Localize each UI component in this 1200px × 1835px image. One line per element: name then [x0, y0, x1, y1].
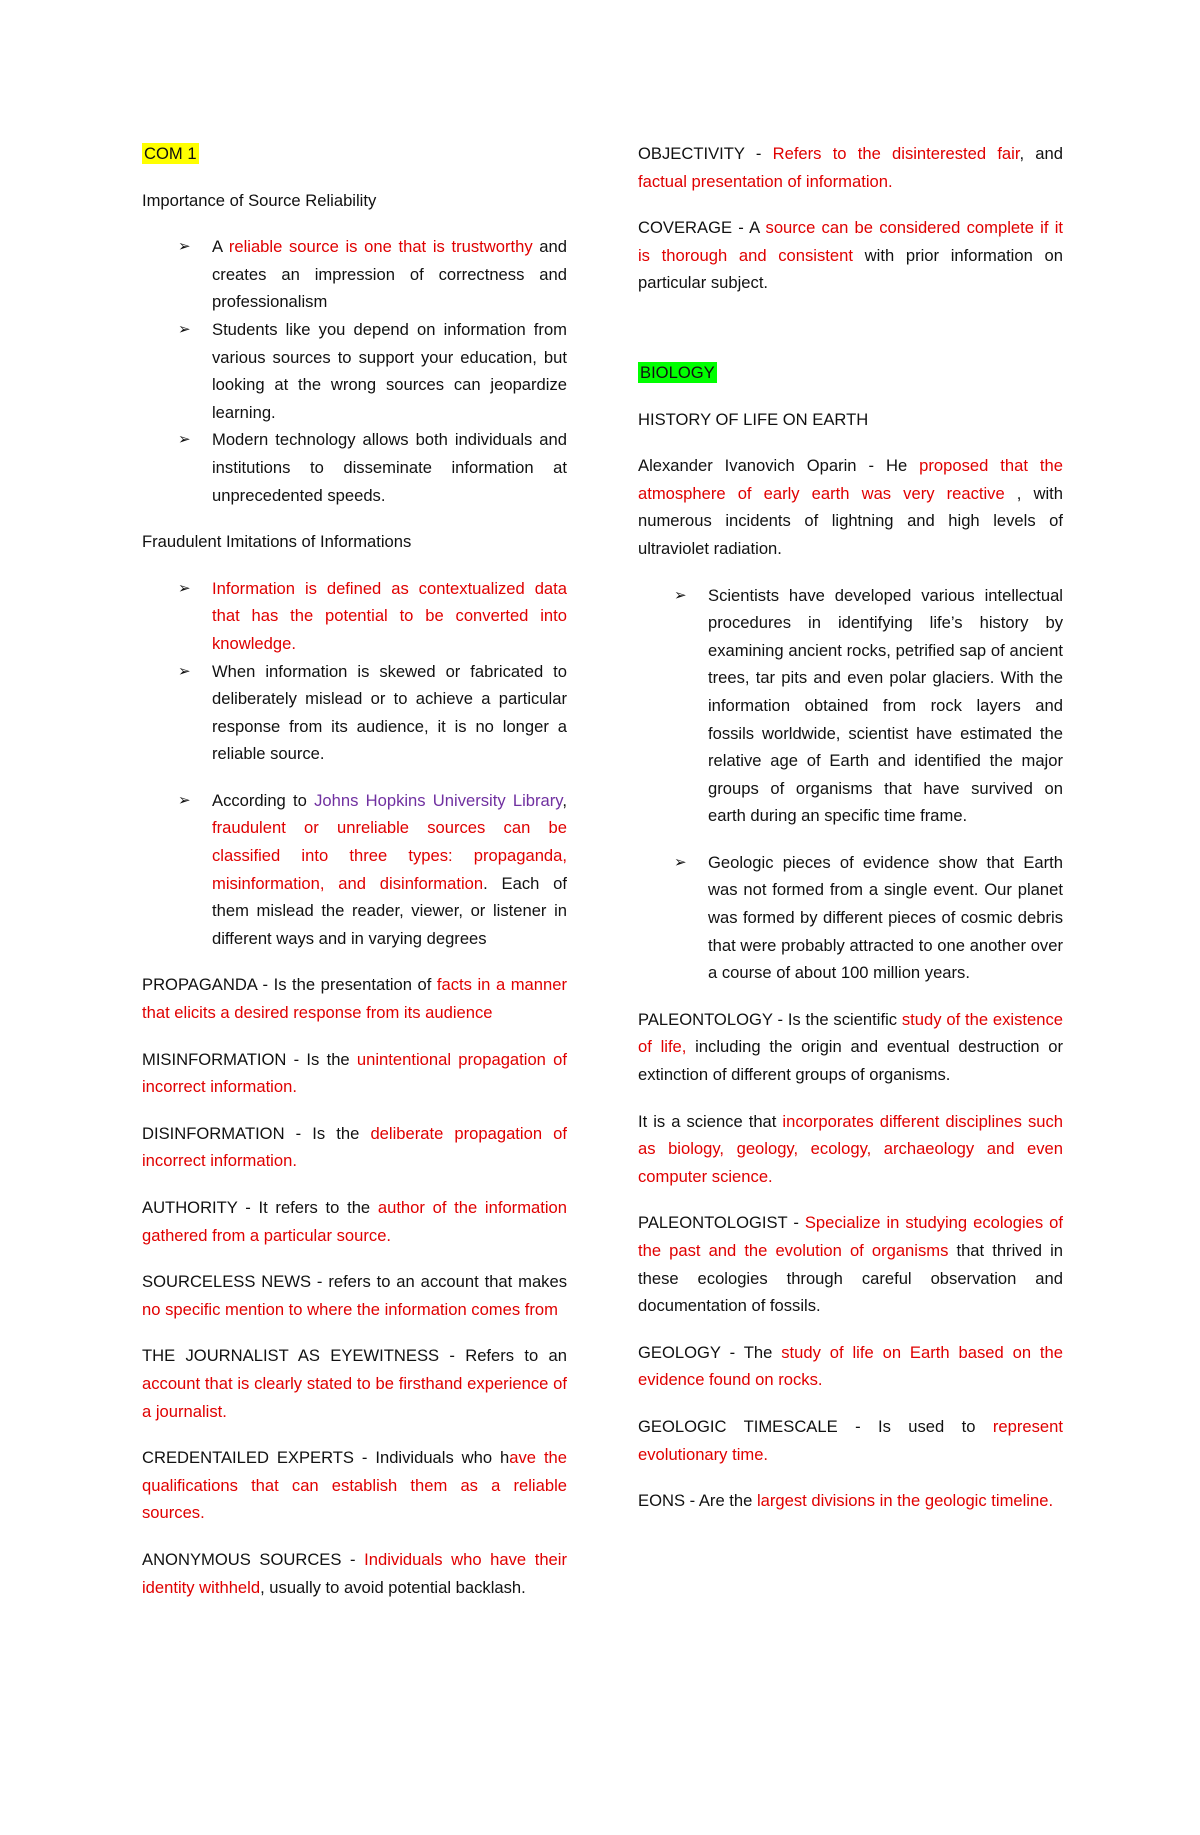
list-item: ➢ Geologic pieces of evidence show that Earth was not formed from a single event. Our planet was formed by different pieces of cosmic debris that were probably attracted to one another over a course of about 100 million years. — [708, 849, 1063, 987]
definition-disinformation: DISINFORMATION - Is the deliberate propagation of incorrect information. — [142, 1123, 567, 1171]
list-item: ➢ Modern technology allows both individuals and institutions to disseminate information at unprecedented speeds. — [212, 426, 567, 509]
arrowhead-bullet-icon: ➢ — [178, 430, 191, 449]
list-item: ➢ Students like you depend on information from various sources to support your education, but looking at the wrong sources can jeopardize learning. — [212, 316, 567, 426]
bio-definition-list — [638, 1006, 1063, 1515]
definition-geologic-timescale: GEOLOGIC TIMESCALE - Is used to represent evolutionary time. — [638, 1416, 1063, 1464]
biology-bullet-list — [638, 582, 1063, 987]
left-column — [142, 140, 567, 1620]
arrowhead-bullet-icon: ➢ — [674, 585, 687, 604]
list-item: ➢ A reliable source is one that is trustworthy and creates an impression of correctness and professionalism — [212, 233, 567, 316]
definition-oparin: Alexander Ivanovich Oparin - He proposed that the atmosphere of early earth was very reactive , with numerous incidents of lightning and high levels of ultraviolet radiation. — [638, 456, 1063, 558]
com-label: COM 1 — [144, 144, 197, 163]
definition-geology: GEOLOGY - The study of life on Earth based on the evidence found on rocks. — [638, 1342, 1064, 1390]
definition-anonymous-sources: ANONYMOUS SOURCES - Individuals who have their identity withheld, usually to avoid potential backlash. — [142, 1549, 567, 1597]
definition-misinformation: MISINFORMATION - Is the unintentional propagation of incorrect information. — [142, 1049, 567, 1097]
com-definition-list — [142, 971, 567, 1601]
paleontology-disciplines: It is a science that incorporates different disciplines such as biology, geology, ecology, archaeology and even computer science. — [638, 1111, 1063, 1186]
section-title-history-of-life: HISTORY OF LIFE ON EARTH — [638, 409, 869, 429]
definition-eons: EONS - Are the largest divisions in the geologic timeline. — [638, 1491, 1054, 1511]
list-item: ➢ When information is skewed or fabricated to deliberately mislead or to achieve a particular response from its audience, it is no longer a reliable source. — [212, 658, 567, 768]
definition-propaganda: PROPAGANDA - Is the presentation of facts in a manner that elicits a desired response from its audience — [142, 975, 567, 1023]
right-column — [638, 140, 1063, 1534]
list-item: ➢ According to Johns Hopkins University Library, fraudulent or unreliable sources can be classified into three types: propaganda, misinformation, and disinformation. Each of them mislead the reader, viewer, or listener in different ways and in varying degrees — [212, 787, 567, 953]
arrowhead-bullet-icon: ➢ — [178, 790, 191, 809]
definition-coverage: COVERAGE - A source can be considered complete if it is thorough and consistent with prior information on particular subject. — [638, 218, 1063, 293]
definition-credentailed-experts: CREDENTAILED EXPERTS - Individuals who have the qualifications that can establish them as a reliable sources. — [142, 1448, 568, 1523]
section-title-source-reliability: Importance of Source Reliability — [142, 190, 377, 210]
definition-journalist-eyewitness: THE JOURNALIST AS EYEWITNESS - Refers to an account that is clearly stated to be firsthand experience of a journalist. — [142, 1346, 567, 1421]
arrowhead-bullet-icon: ➢ — [178, 319, 191, 338]
arrowhead-bullet-icon: ➢ — [178, 578, 191, 597]
arrowhead-bullet-icon: ➢ — [674, 852, 687, 871]
section-title-fraudulent-imitations: Fraudulent Imitations of Informations — [142, 532, 412, 552]
definition-sourceless-news: SOURCELESS NEWS - refers to an account that makes no specific mention to where the information comes from — [142, 1272, 567, 1319]
biology-label: BIOLOGY — [640, 362, 715, 382]
definition-objectivity: OBJECTIVITY - Refers to the disinterested fair, and factual presentation of information. — [638, 144, 1063, 191]
arrowhead-bullet-icon: ➢ — [178, 237, 191, 256]
list-item: ➢ Information is defined as contextualized data that has the potential to be converted into knowledge. — [212, 575, 567, 658]
definition-authority: AUTHORITY - It refers to the author of the information gathered from a particular source. — [142, 1198, 568, 1245]
reliability-bullet-list — [142, 233, 567, 509]
definition-paleontology: PALEONTOLOGY - Is the scientific study of the existence of life, including the origin and eventual destruction or extinction of different groups of organisms. — [638, 1009, 1063, 1085]
arrowhead-bullet-icon: ➢ — [178, 661, 191, 680]
definition-paleontologist: PALEONTOLOGIST - Specialize in studying ecologies of the past and the evolution of organisms that thrived in these ecologies through careful observation and documentation of fossils. — [638, 1213, 1064, 1316]
list-item: ➢ Scientists have developed various intellectual procedures in identifying life’s history by examining ancient rocks, petrified sap of ancient trees, tar pits and even polar glaciers. With the information obtained from rock layers and fossils worldwide, scientist have estimated the relative age of Earth and identified the major groups of organisms that have survived on earth during an specific time frame. — [708, 582, 1063, 830]
fraudulent-bullet-list — [142, 575, 567, 953]
